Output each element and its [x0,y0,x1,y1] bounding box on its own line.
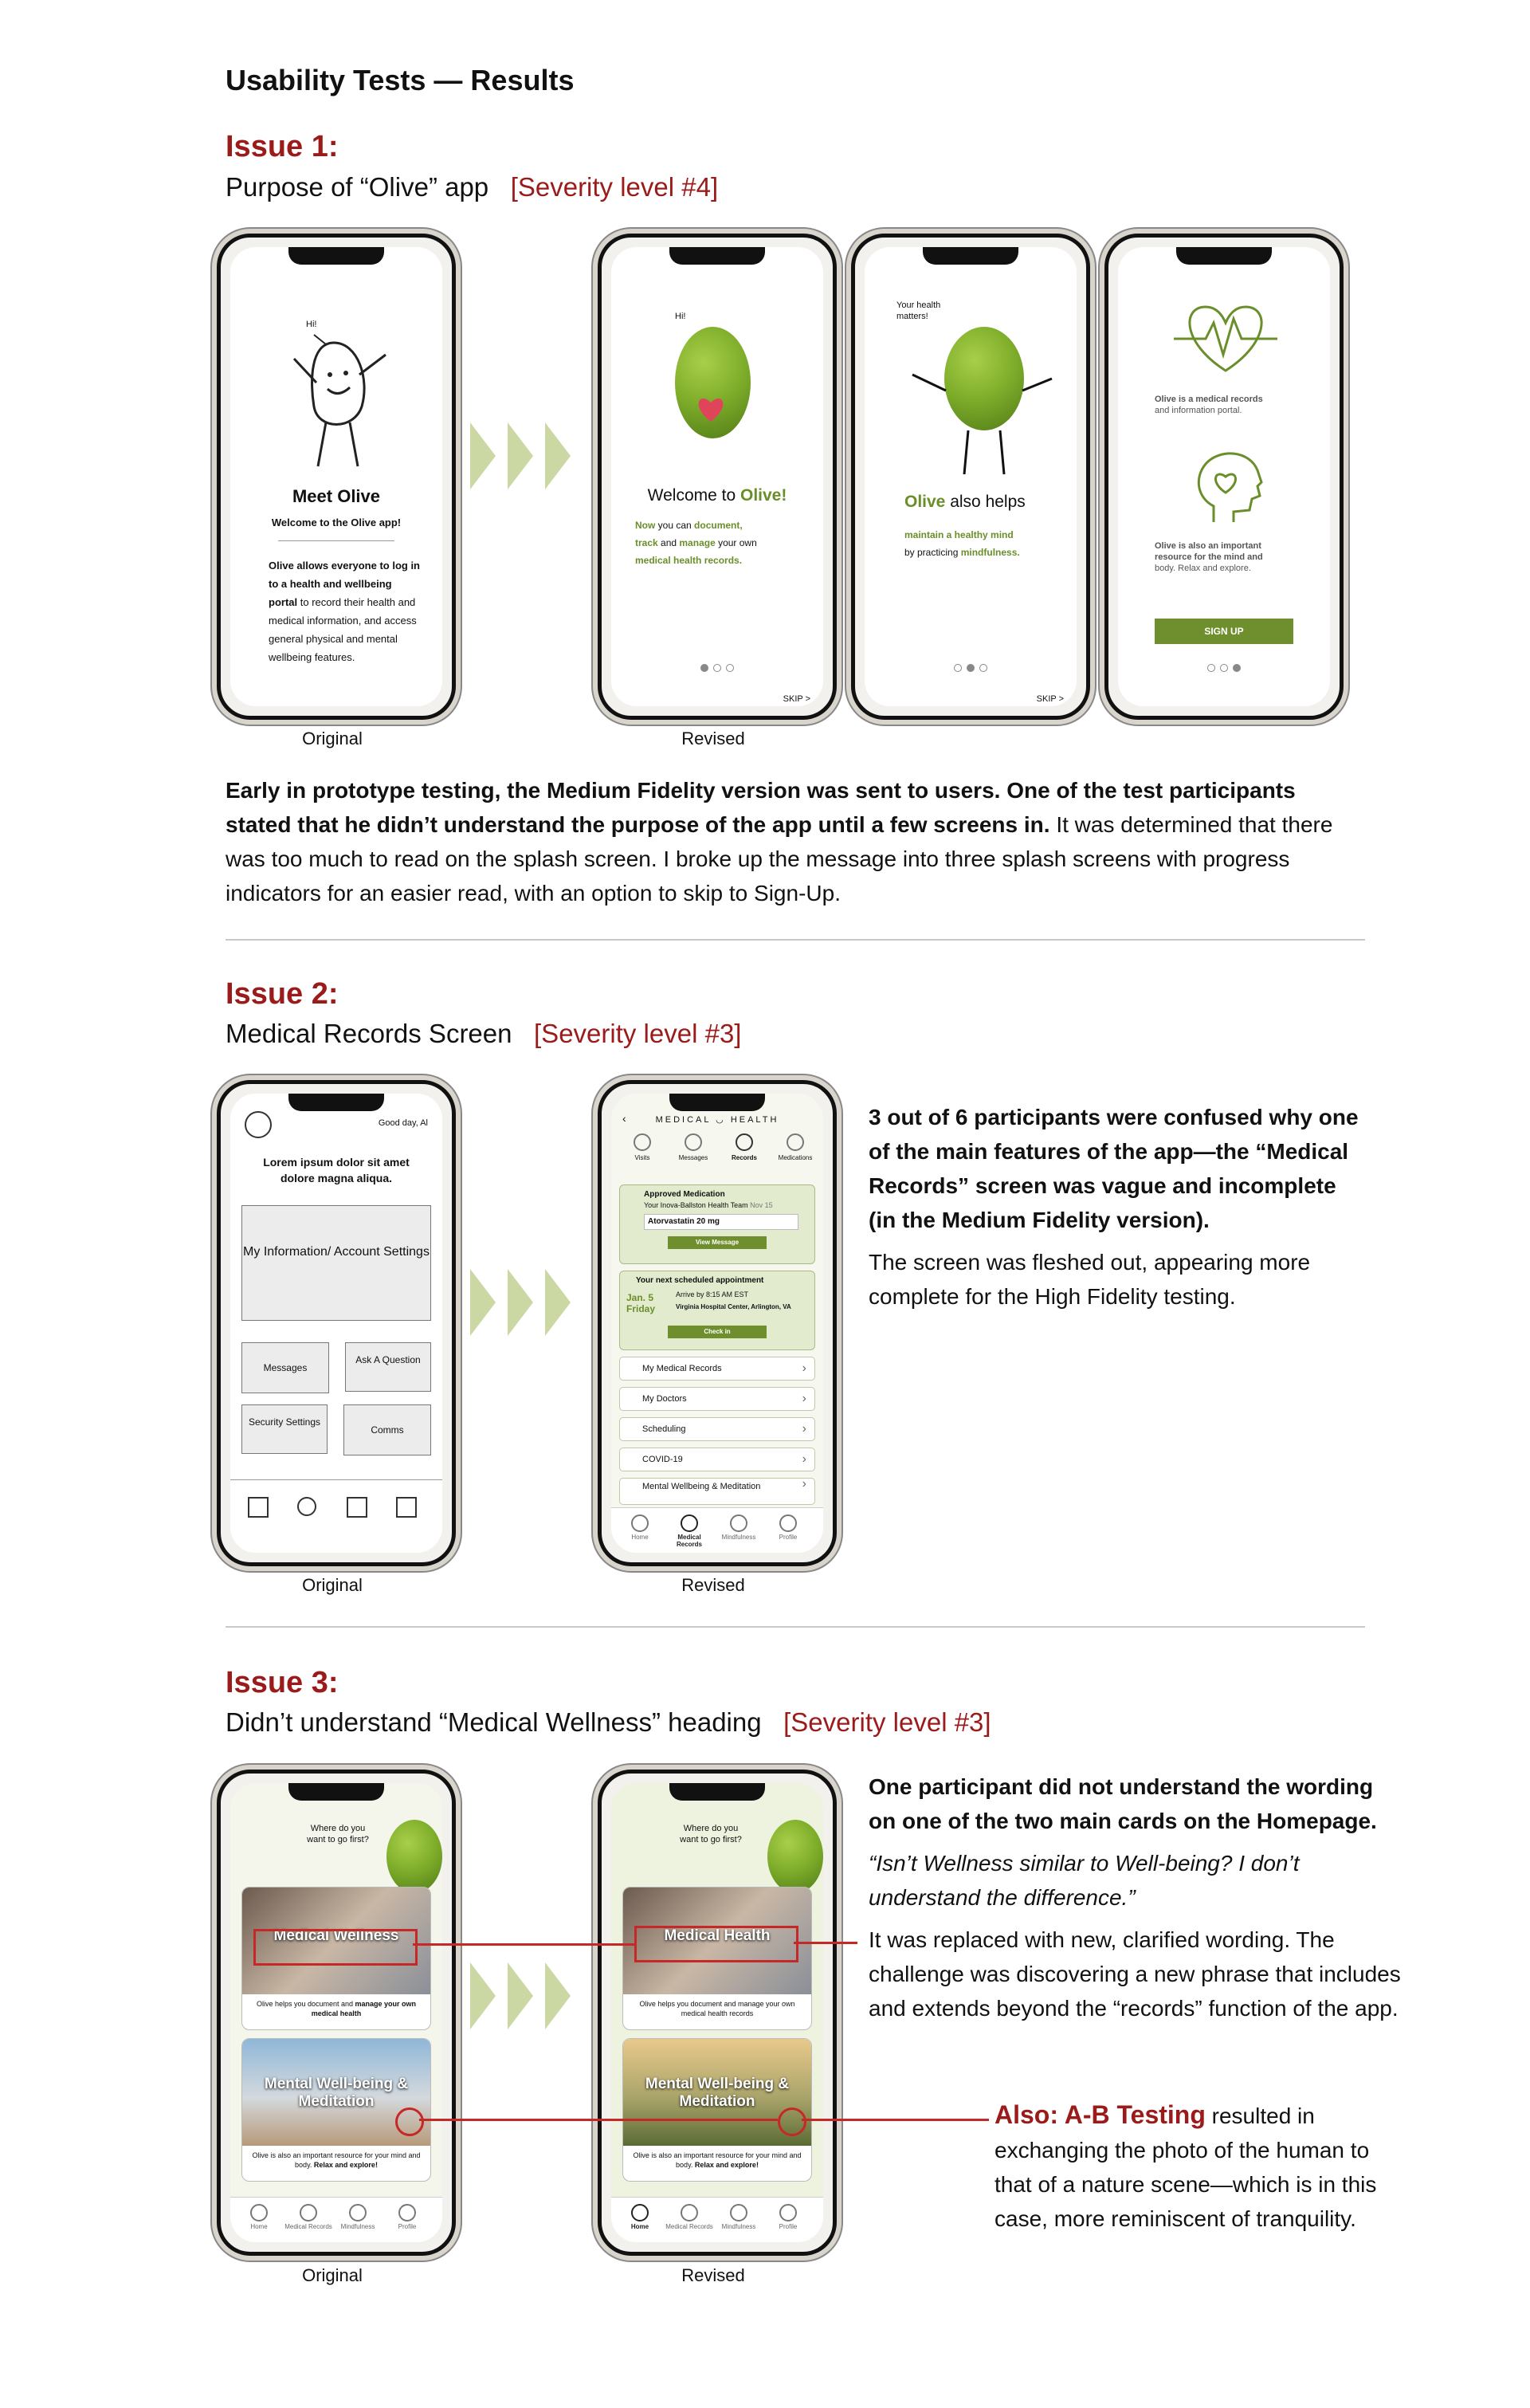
issue1-caption-original: Original [302,729,363,748]
issue2-original-phone [217,1080,456,1566]
heartbeat-icon [1174,295,1277,375]
issue1-paragraph [226,773,1357,910]
row-covid[interactable]: COVID-19 › [619,1448,815,1471]
comms-box[interactable]: Comms [343,1404,431,1455]
issue1-subtitle [226,172,718,202]
approved-medication-card: Approved Medication Your Inova-Ballston Health Team Nov 15 Atorvastatin 20 mg View Message [619,1184,815,1264]
ask-question-box[interactable]: Ask A Question [345,1342,431,1392]
nav-mindfulness[interactable]: Mindfulness [715,2204,763,2230]
issue2-caption-original: Original [302,1575,363,1595]
issue1-heading: Issue 1: [226,130,339,163]
issue1-original-screen [230,247,442,706]
issue2-text-rest: The screen was fleshed out, appearing more complete for the High Fidelity testing. [869,1250,1311,1309]
skip-link[interactable]: SKIP > [1036,694,1064,704]
screen1-body: Now you can document, track and manage your own medical health records. [635,520,757,566]
nav-mindfulness[interactable]: Mindfulness [334,2204,382,2230]
issue1-original-phone [217,234,456,720]
issue2-text-bold: 3 out of 6 participants were confused why one of the main features of the app—the “Medical Records” screen was vague and incomplete (in the Medium Fidelity version). [869,1105,1359,1232]
home-icon[interactable] [248,1497,269,1518]
arrow-icon [470,422,496,489]
connector-line [413,1943,634,1946]
issue3-heading: Issue 3: [226,1666,339,1699]
brand-logo: MEDICAL ◡ HEALTH [655,1115,779,1125]
square-icon[interactable] [396,1497,417,1518]
screen2-heading: Olive also helps [904,493,1026,511]
tab-records[interactable]: Records [724,1133,764,1164]
issue3-severity: [Severity level #3] [783,1707,991,1737]
tab-visits[interactable]: Visits [622,1133,662,1164]
issue2-caption-revised: Revised [681,1575,745,1595]
card-text: Olive helps you document and manage your own medical health records [639,2000,795,2017]
speech-bubble: Where do you want to go first? [307,1824,369,1844]
progress-dots [611,662,823,676]
nav-medical-records[interactable]: Medical Records [284,2204,332,2230]
nav-medical-records[interactable]: Medical Records [665,1514,713,1548]
card-title: Medical Wellness [273,1927,399,1944]
arrow-icon [508,1269,533,1336]
hi-label: Hi! [675,312,686,321]
issue2-revised-phone [598,1080,837,1566]
tab-medications[interactable]: Medications [775,1133,815,1164]
issue3-revised-phone [598,1770,837,2256]
bottom-nav [230,2197,442,2242]
ab-testing-label: Also: A-B Testing [994,2100,1206,2129]
top-tabs [611,1133,823,1178]
check-in-button[interactable]: Check in [668,1326,767,1338]
welcome-text: Welcome to the Olive app! [271,517,402,528]
highlight-box [253,1929,418,1966]
square-icon[interactable] [347,1497,367,1518]
appointment-card: Your next scheduled appointment Jan. 5 Friday Arrive by 8:15 AM EST Virginia Hospital Center, Arlington, VA Check in [619,1271,815,1350]
screen3-text2: Olive is also an important resource for the mind and body. Relax and explore. [1155,541,1263,573]
arrow-icon [508,422,533,489]
security-settings-box[interactable]: Security Settings [241,1404,328,1454]
issue1-caption-revised: Revised [681,729,745,748]
search-icon[interactable] [297,1497,316,1516]
tab-messages[interactable]: Messages [673,1133,713,1164]
arrow-icon [545,1962,571,2029]
lorem-heading: Lorem ipsum dolor sit amet dolore magna aliqua. [263,1156,410,1184]
issue1-subtitle-text: Purpose of “Olive” app [226,172,489,202]
progress-dots [1118,662,1330,676]
mascot-limbs-icon [904,335,1056,486]
page-title: Usability Tests — Results [226,64,575,96]
divider [226,939,1365,941]
arrow-icon [470,1269,496,1336]
issue1-revised-phone-3 [1104,234,1344,720]
messages-box[interactable]: Messages [241,1342,329,1393]
highlight-circle [778,2107,806,2136]
nav-medical-records[interactable]: Medical Records [665,2204,713,2230]
issue3-text [869,1770,1402,2025]
issue3-text-bold: One participant did not understand the wording on one of the two main cards on the Homepage. [869,1774,1377,1833]
issue3-subtitle: Didn’t understand “Medical Wellness” heading [Severity level #3] [226,1707,991,1737]
my-information-box[interactable]: My Information/ Account Settings [241,1205,431,1321]
arrow-icon [470,1962,496,2029]
card-text: Olive is also an important resource for your mind and body. Relax and explore! [633,2151,802,2169]
issue1-revised-phone-1 [598,234,837,720]
head-heart-icon [1190,446,1269,526]
ab-testing-body: resulted in exchanging the photo of the human to that of a nature scene—which is in this case, more reminiscent of tranquility. [994,2104,1377,2231]
issue1-paragraph-bold: Early in prototype testing, the Medium Fidelity version was sent to users. One of the test participants stated that he didn’t understand the purpose of the app until a few screens in. [226,778,1296,837]
connector-line [419,2119,778,2121]
issue3-original-phone [217,1770,456,2256]
nav-profile[interactable]: Profile [764,2204,812,2230]
issue2-severity: [Severity level #3] [534,1019,742,1048]
bottom-nav [611,2197,823,2242]
sketch-olive-icon [278,311,398,470]
skip-link[interactable]: SKIP > [783,694,810,704]
issue2-heading: Issue 2: [226,977,339,1011]
issue3-caption-original: Original [302,2265,363,2285]
speech-bubble: Where do you want to go first? [680,1824,742,1844]
olive-mascot-icon [386,1820,442,1893]
row-mental-wellbeing[interactable]: Mental Wellbeing & Meditation › [619,1478,815,1505]
back-icon[interactable]: ‹ [622,1112,626,1125]
row-my-doctors[interactable]: My Doctors › [619,1387,815,1411]
arrow-icon [545,422,571,489]
screen2-body: maintain a healthy mind by practicing mindfulness. [904,529,1020,558]
divider [226,1626,1365,1628]
signup-button[interactable]: SIGN UP [1155,619,1293,644]
nav-home[interactable]: Home [616,1514,664,1541]
welcome-line: Welcome to Olive! [647,486,787,505]
row-scheduling[interactable]: Scheduling › [619,1417,815,1441]
issue3-caption-revised: Revised [681,2265,745,2285]
card-text: Olive is also an important resource for your mind and body. Relax and explore! [252,2151,421,2169]
issue2-subtitle: Medical Records Screen [Severity level #3] [226,1019,742,1048]
issue1-paragraph-rest: It was determined that there was too much to read on the splash screen. I broke up the message into three splash screens with progress indicators for an easier read, with an option to skip to Sign-Up. [226,812,1333,905]
issue1-revised-phone-2 [851,234,1090,720]
avatar-icon[interactable] [245,1111,272,1138]
divider [278,540,394,541]
screen3-text1: Olive is a medical records and information portal. [1155,395,1263,415]
nav-home[interactable]: Home [235,2204,283,2230]
highlight-circle [395,2107,424,2136]
arrow-icon [508,1962,533,2029]
issue1-severity: [Severity level #4] [510,172,719,202]
card-title: Mental Well-being & Meditation [264,2076,409,2110]
original-body-text [269,556,423,666]
progress-dots [865,662,1077,676]
bottom-nav [611,1507,823,1553]
olive-mascot-icon [767,1820,823,1893]
greeting: Good day, Al [378,1118,428,1128]
heart-icon [695,395,727,423]
row-medical-records[interactable]: My Medical Records › [619,1357,815,1381]
nav-profile[interactable]: Profile [764,1514,812,1541]
view-message-button[interactable]: View Message [668,1236,767,1249]
issue3-quote: “Isn’t Wellness similar to Well-being? I don’t understand the difference.” [869,1851,1300,1910]
card-text: Olive helps you document and manage your own medical health [256,2000,417,2017]
issue3-text-rest: It was replaced with new, clarified wording. The challenge was discovering a new phrase that includes and extends beyond the “records” function of the app. [869,1927,1401,2021]
meet-olive-title: Meet Olive [292,486,381,506]
speech-bubble: Your health matters! [896,301,941,321]
ab-testing-text [994,2098,1377,2236]
nav-mindfulness[interactable]: Mindfulness [715,1514,763,1541]
nav-profile[interactable]: Profile [383,2204,431,2230]
highlight-box [634,1926,798,1962]
original-body-rest: to record their health and medical information, and access general physical and mental wellbeing features. [269,596,417,663]
original-body-bold: Olive allows everyone to log in to a health and wellbeing portal [269,560,420,608]
arrow-icon [545,1269,571,1336]
connector-line [802,2119,989,2121]
card-title: Medical Health [664,1927,771,1944]
hi-label: Hi! [306,320,317,329]
issue2-text [869,1100,1363,1314]
connector-line [794,1942,857,1944]
nav-home[interactable]: Home [616,2204,664,2230]
card-title: Mental Well-being & Meditation [645,2076,790,2110]
